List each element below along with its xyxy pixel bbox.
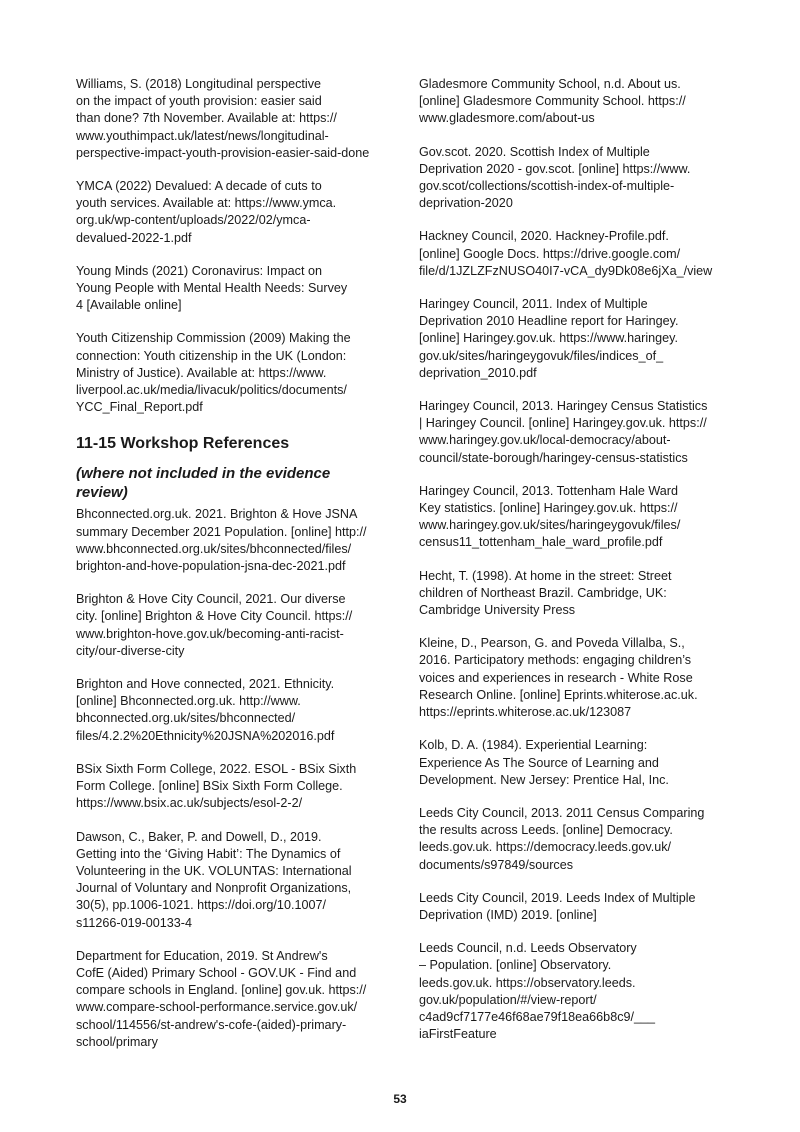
right-column xyxy=(419,76,729,1059)
page-number: 53 xyxy=(393,1092,407,1106)
reference-entry: Department for Education, 2019. St Andrew's CofE (Aided) Primary School - GOV.UK - Find and compare schools in England. [online] gov.uk. https:// www.compare-school-performance.service.gov.uk/ school/114556/st-andrew's-cofe-(aided)-primary- school/primary xyxy=(76,948,367,1049)
section-heading: 11-15 Workshop References xyxy=(76,435,290,453)
reference-entry: Kolb, D. A. (1984). Experiential Learning: Experience As The Source of Learning and Development. New Jersey: Prentice Hal, Inc. xyxy=(419,738,669,787)
reference-entry: Williams, S. (2018) Longitudinal perspective on the impact of youth provision: easier said than done? 7th November. Available at: https:// www.youthimpact.uk/latest/news/longitudinal- perspective-impact-youth-provision-easier-said-done xyxy=(76,77,370,160)
reference-entry: Gov.scot. 2020. Scottish Index of Multiple Deprivation 2020 - gov.scot. [online] https://www. gov.scot/collections/scottish-index-of-multiple- deprivation-2020 xyxy=(419,144,691,211)
reference-entry: Leeds City Council, 2019. Leeds Index of Multiple Deprivation (IMD) 2019. [online] xyxy=(419,890,696,922)
reference-entry: Youth Citizenship Commission (2009) Making the connection: Youth citizenship in the UK (London: Ministry of Justice). Available at: https://www. liverpool.ac.uk/media/livacuk/politics/documents/ YCC_Final_Report.pdf xyxy=(76,331,351,415)
reference-entry: Kleine, D., Pearson, G. and Poveda Villalba, S., 2016. Participatory methods: engaging children’s voices and experiences in research - White Rose Research Online. [online] Eprints.whiterose.ac.uk. https://eprints.whiterose.ac.uk/123087 xyxy=(419,636,698,720)
reference-entry: Haringey Council, 2013. Tottenham Hale Ward Key statistics. [online] Haringey.gov.uk. https:// www.haringey.gov.uk/sites/haringeygovuk/files/ census11_tottenham_hale_ward_profile.pdf xyxy=(419,483,681,550)
reference-entry: Young Minds (2021) Coronavirus: Impact on Young People with Mental Health Needs: Survey 4 [Available online] xyxy=(76,263,348,313)
reference-entry: Bhconnected.org.uk. 2021. Brighton & Hove JSNA summary December 2021 Population. [online] http:// www.bhconnected.org.uk/sites/bhconnected/files/ brighton-and-hove-population-jsna-dec-2021.pdf xyxy=(76,507,367,574)
reference-entry: Haringey Council, 2013. Haringey Census Statistics | Haringey Council. [online] Haringey.gov.uk. https:// www.haringey.gov.uk/local-democracy/about- council/state-borough/haringey-census-statistics xyxy=(419,399,708,465)
reference-entry: Gladesmore Community School, n.d. About us. [online] Gladesmore Community School. https:// www.gladesmore.com/about-us xyxy=(419,77,686,126)
reference-entry: YMCA (2022) Devalued: A decade of cuts to youth services. Available at: https://www.ymca. org.uk/wp-content/uploads/2022/02/ymca- devalued-2022-1.pdf xyxy=(76,179,337,245)
reference-entry: Hecht, T. (1998). At home in the street: Street children of Northeast Brazil. Cambridge, UK: Cambridge University Press xyxy=(419,568,672,618)
reference-entry: Hackney Council, 2020. Hackney-Profile.pdf. [online] Google Docs. https://drive.google.com/ file/d/1JZLZFzNUSO40I7-vCA_dy9Dk08e6jXa_/view xyxy=(419,229,713,278)
left-column xyxy=(76,76,386,1067)
section-subheading: (where not included in the evidence review) xyxy=(76,465,331,502)
reference-entry: Brighton & Hove City Council, 2021. Our diverse city. [online] Brighton & Hove City Council. https:// www.brighton-hove.gov.uk/becoming-anti-racist- city/our-diverse-city xyxy=(76,592,353,658)
reference-entry: BSix Sixth Form College, 2022. ESOL - BSix Sixth Form College. [online] BSix Sixth Form College. https://www.bsix.ac.uk/subjects/esol-2-2/ xyxy=(76,761,357,811)
reference-entry: Leeds City Council, 2013. 2011 Census Comparing the results across Leeds. [online] Democracy. leeds.gov.uk. https://democracy.leeds.gov.uk/ documents/s97849/sources xyxy=(419,805,705,872)
reference-entry: Dawson, C., Baker, P. and Dowell, D., 2019. Getting into the ‘Giving Habit’: The Dynamics of Volunteering in the UK. VOLUNTAS: International Journal of Voluntary and Nonprofit Organizations, 30(5), pp.1006-1021. https://doi.org/10.1007/ s11266-019-00133-4 xyxy=(76,829,352,930)
reference-entry: Brighton and Hove connected, 2021. Ethnicity. [online] Bhconnected.org.uk. http://www. bhconnected.org.uk/sites/bhconnected/ files/4.2.2%20Ethnicity%20JSNA%202016.pdf xyxy=(76,677,335,743)
reference-entry: Leeds Council, n.d. Leeds Observatory – Population. [online] Observatory. leeds.gov.uk. https://observatory.leeds. gov.uk/population/#/view-report/ c4ad9cf7177e46f68ae79f18ea66b8c9/___ iaFirstFeature xyxy=(419,941,656,1042)
reference-entry: Haringey Council, 2011. Index of Multiple Deprivation 2010 Headline report for Haringey. [online] Haringey.gov.uk. https://www.haringey. gov.uk/sites/haringeygovuk/files/indices_of_ deprivation_2010.pdf xyxy=(419,297,679,380)
